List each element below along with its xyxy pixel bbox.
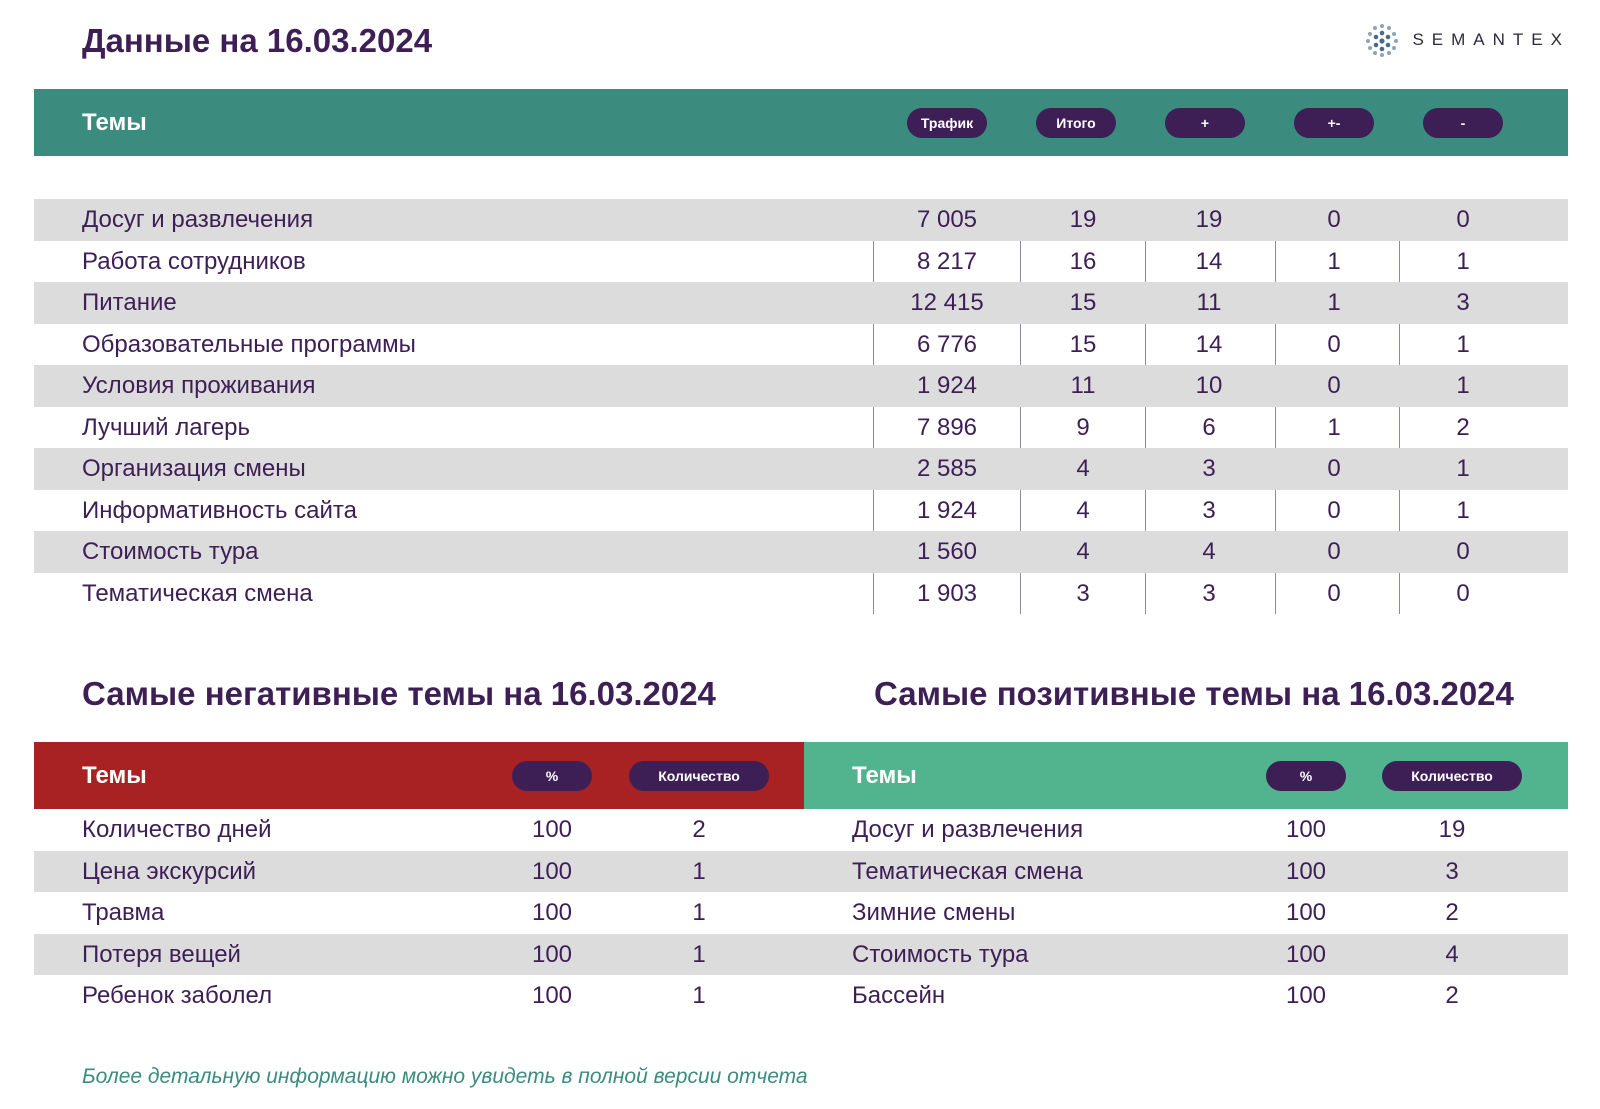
table-row <box>34 975 804 1017</box>
percent-value: 100 <box>1285 857 1327 885</box>
percent-value: 100 <box>1285 816 1327 843</box>
topic-name: Зимние смены <box>852 899 1016 926</box>
positive-value: 14 <box>1195 247 1223 275</box>
negative-value: 2 <box>1456 413 1470 441</box>
total-value: 4 <box>1076 455 1090 482</box>
topic-name: Стоимость тура <box>82 538 259 565</box>
total-value: 11 <box>1070 372 1096 399</box>
col-count: Количество <box>629 761 769 791</box>
positive-value: 6 <box>1202 413 1216 441</box>
topic-name: Бассейн <box>852 982 946 1009</box>
table-row <box>34 199 1568 241</box>
total-value: 3 <box>1076 579 1090 607</box>
traffic-value: 12 415 <box>910 289 984 316</box>
table-row <box>34 934 804 976</box>
topic-name: Питание <box>82 289 177 316</box>
traffic-value: 6 776 <box>916 330 978 358</box>
semantex-logo <box>1362 20 1570 60</box>
table-row <box>34 448 1568 490</box>
topic-name: Образовательные программы <box>82 330 416 358</box>
topic-name: Тематическая смена <box>852 857 1083 885</box>
positive-table-header <box>804 742 1568 809</box>
table-row <box>804 851 1568 893</box>
count-value: 1 <box>692 857 706 885</box>
table-row <box>804 892 1568 934</box>
traffic-value: 1 560 <box>916 538 978 565</box>
count-value: 4 <box>1445 940 1459 968</box>
col-neutral: +- <box>1294 108 1374 138</box>
col-percent: % <box>1266 761 1346 791</box>
count-value: 3 <box>1445 857 1459 885</box>
positive-value: 4 <box>1202 538 1216 565</box>
header-label: Темы <box>852 762 917 789</box>
traffic-value: 7 005 <box>916 206 978 233</box>
neutral-value: 1 <box>1327 413 1341 441</box>
header-label: Темы <box>82 109 147 136</box>
topic-name: Организация смены <box>82 455 306 482</box>
positive-value: 10 <box>1195 372 1223 399</box>
neutral-value: 0 <box>1327 455 1341 482</box>
total-value: 16 <box>1069 247 1097 275</box>
col-count: Количество <box>1382 761 1522 791</box>
percent-value: 100 <box>531 982 573 1009</box>
count-value: 1 <box>692 940 706 968</box>
negative-table-header <box>34 742 804 809</box>
count-value: 19 <box>1438 816 1466 843</box>
neutral-value: 0 <box>1327 538 1341 565</box>
col-positive: + <box>1165 108 1245 138</box>
positive-value: 3 <box>1202 579 1216 607</box>
col-traffic: Трафик <box>907 108 987 138</box>
page-title: Данные на 16.03.2024 <box>82 22 433 59</box>
topic-name: Количество дней <box>82 816 272 843</box>
negative-value: 1 <box>1456 372 1470 399</box>
neutral-value: 0 <box>1327 579 1341 607</box>
negative-value: 1 <box>1456 455 1470 482</box>
topic-name: Работа сотрудников <box>82 247 306 275</box>
topic-name: Лучший лагерь <box>82 413 251 441</box>
table-row <box>34 365 1568 407</box>
negative-table-body <box>34 809 804 1017</box>
main-table-header <box>34 89 1568 156</box>
col-percent: % <box>512 761 592 791</box>
percent-value: 100 <box>1285 982 1327 1009</box>
positive-value: 3 <box>1202 455 1216 482</box>
count-value: 2 <box>1445 899 1459 926</box>
neutral-value: 0 <box>1327 372 1341 399</box>
count-value: 2 <box>692 816 706 843</box>
total-value: 4 <box>1076 538 1090 565</box>
total-value: 15 <box>1069 330 1097 358</box>
percent-value: 100 <box>531 857 573 885</box>
traffic-value: 1 903 <box>916 579 978 607</box>
negative-value: 1 <box>1456 247 1470 275</box>
table-row <box>34 490 1568 532</box>
neutral-value: 0 <box>1327 330 1341 358</box>
negative-section-title: Самые негативные темы на 16.03.2024 <box>82 675 716 712</box>
main-table-body <box>34 199 1568 614</box>
topic-name: Информативность сайта <box>82 496 358 524</box>
topic-name: Травма <box>82 899 165 926</box>
footnote: Более детальную информацию можно увидеть в полной версии отчета <box>82 1065 808 1088</box>
total-value: 4 <box>1076 496 1090 524</box>
table-row <box>34 809 804 851</box>
positive-value: 14 <box>1195 330 1223 358</box>
table-row <box>34 282 1568 324</box>
table-row <box>34 241 1568 283</box>
positive-value: 19 <box>1195 206 1223 233</box>
header-label: Темы <box>82 762 147 789</box>
table-row <box>804 975 1568 1017</box>
total-value: 19 <box>1069 206 1097 233</box>
topic-name: Досуг и развлечения <box>852 816 1084 843</box>
neutral-value: 1 <box>1327 289 1341 316</box>
negative-value: 3 <box>1456 289 1470 316</box>
positive-table-body <box>804 809 1568 1017</box>
positive-section-title: Самые позитивные темы на 16.03.2024 <box>874 675 1514 712</box>
topic-name: Потеря вещей <box>82 940 241 968</box>
table-row <box>804 809 1568 851</box>
negative-value: 1 <box>1456 330 1470 358</box>
count-value: 1 <box>692 982 706 1009</box>
traffic-value: 1 924 <box>916 496 978 524</box>
topic-name: Стоимость тура <box>852 940 1029 968</box>
table-row <box>804 934 1568 976</box>
topic-name: Ребенок заболел <box>82 982 273 1009</box>
table-row <box>34 892 804 934</box>
topic-name: Досуг и развлечения <box>82 206 314 233</box>
table-row <box>34 407 1568 449</box>
traffic-value: 2 585 <box>916 455 978 482</box>
negative-value: 0 <box>1456 579 1470 607</box>
negative-value: 0 <box>1456 538 1470 565</box>
percent-value: 100 <box>531 940 573 968</box>
percent-value: 100 <box>1285 940 1327 968</box>
table-row <box>34 324 1568 366</box>
total-value: 15 <box>1069 289 1097 316</box>
positive-value: 3 <box>1202 496 1216 524</box>
positive-value: 11 <box>1196 289 1222 316</box>
traffic-value: 7 896 <box>916 413 978 441</box>
percent-value: 100 <box>531 816 573 843</box>
topic-name: Цена экскурсий <box>82 857 257 885</box>
traffic-value: 1 924 <box>916 372 978 399</box>
table-row <box>34 851 804 893</box>
col-total: Итого <box>1036 108 1116 138</box>
neutral-value: 0 <box>1327 206 1341 233</box>
percent-value: 100 <box>531 899 573 926</box>
negative-value: 0 <box>1456 206 1470 233</box>
topic-name: Условия проживания <box>82 372 316 399</box>
neutral-value: 1 <box>1327 247 1341 275</box>
traffic-value: 8 217 <box>916 247 978 275</box>
count-value: 1 <box>692 899 706 926</box>
neutral-value: 0 <box>1327 496 1341 524</box>
topic-name: Тематическая смена <box>82 579 313 607</box>
negative-value: 1 <box>1456 496 1470 524</box>
percent-value: 100 <box>1285 899 1327 926</box>
dots-cluster-icon <box>1362 20 1402 60</box>
col-negative: - <box>1423 108 1503 138</box>
table-row <box>34 531 1568 573</box>
table-row <box>34 573 1568 615</box>
total-value: 9 <box>1076 413 1090 441</box>
logo-text: SEMANTEX <box>1412 30 1570 49</box>
count-value: 2 <box>1445 982 1459 1009</box>
